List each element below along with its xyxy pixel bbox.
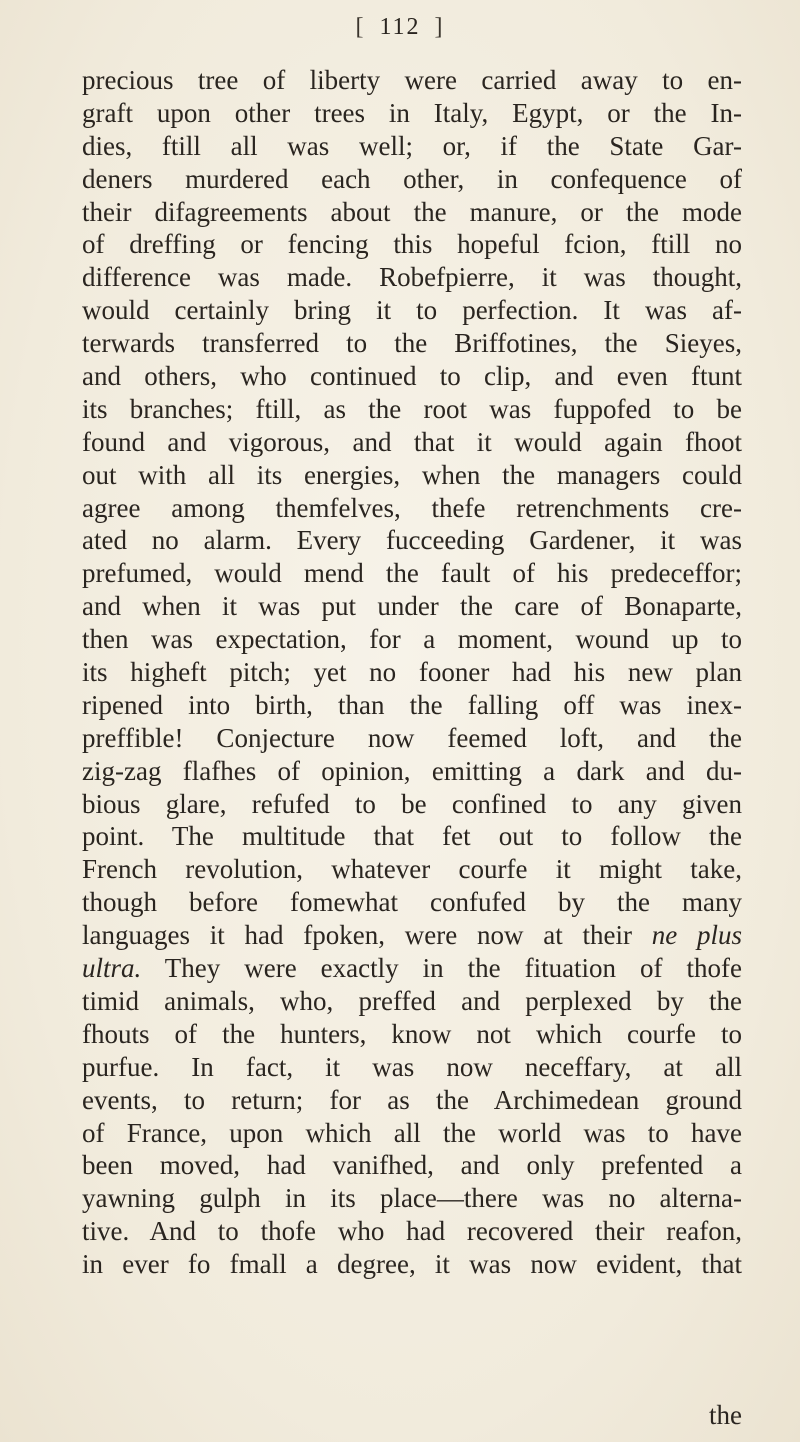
text-line: and when it was put under the care of Bonaparte,	[82, 591, 742, 622]
text-line: tive. And to thofe who had recovered their reafon,	[82, 1216, 742, 1247]
text-line: deners murdered each other, in confequence of	[82, 163, 742, 194]
text-line-start: languages it had fpoken, were now at their	[82, 920, 632, 951]
header-close-bracket: ]	[434, 14, 445, 40]
text-line: found and vigorous, and that it would again fhoot	[82, 426, 742, 457]
italic-phrase: ne plus	[651, 920, 743, 951]
text-line: agree among themfelves, thefe retrenchments cre-	[82, 492, 742, 523]
text-line: terwards transferred to the Briffotines, the Sieyes,	[82, 328, 742, 359]
page-number: 112	[379, 14, 421, 40]
text-line: ripened into birth, than the falling off was inex-	[82, 689, 742, 720]
text-line: its branches; ftill, as the root was fuppofed to be	[82, 393, 742, 424]
text-line: dies, ftill all was well; or, if the State Gar-	[82, 130, 742, 161]
text-line: ated no alarm. Every fucceeding Gardener, it was	[82, 525, 742, 556]
text-line: of France, upon which all the world was to have	[82, 1117, 742, 1148]
text-line: fhouts of the hunters, know not which courfe to	[82, 1018, 742, 1049]
text-line: zig-zag flafhes of opinion, emitting a dark and du-	[82, 755, 742, 786]
text-line: of dreffing or fencing this hopeful fcion, ftill no	[82, 229, 742, 260]
text-line: would certainly bring it to perfection. It was af-	[82, 295, 742, 326]
text-line-rest: They were exactly in the fituation of thofe	[141, 953, 742, 984]
text-line: timid animals, who, preffed and perplexed by the	[82, 985, 742, 1016]
text-line: French revolution, whatever courfe it might take,	[82, 854, 742, 885]
text-line: been moved, had vanifhed, and only prefented a	[82, 1150, 742, 1181]
text-line: precious tree of liberty were carried away to en-	[82, 65, 742, 95]
text-line: its higheft pitch; yet no fooner had his new plan	[82, 657, 742, 688]
body-text	[82, 64, 742, 1281]
text-line: point. The multitude that fet out to follow the	[82, 821, 742, 852]
text-line: difference was made. Robefpierre, it was thought,	[82, 262, 742, 293]
text-line: preffible! Conjecture now feemed loft, and the	[82, 722, 742, 753]
text-line: yawning gulph in its place—there was no alterna-	[82, 1183, 742, 1214]
catchword: the	[709, 1400, 742, 1430]
header-open-bracket: [	[355, 14, 366, 40]
text-line: out with all its energies, when the managers could	[82, 459, 742, 490]
italic-word-ultra: ultra.	[82, 953, 142, 984]
text-line: bious glare, refufed to be confined to any given	[82, 788, 742, 819]
text-line	[82, 952, 742, 985]
text-line: purfue. In fact, it was now neceffary, at all	[82, 1051, 742, 1082]
text-line: in ever fo fmall a degree, it was now evident, that	[82, 1249, 742, 1280]
text-line: though before fomewhat confufed by the many	[82, 887, 742, 918]
text-line: events, to return; for as the Archimedean ground	[82, 1084, 742, 1115]
text-line: graft upon other trees in Italy, Egypt, or the In-	[82, 97, 742, 128]
text-line: and others, who continued to clip, and even ftunt	[82, 361, 742, 392]
text-line: then was expectation, for a moment, wound up to	[82, 624, 742, 655]
text-line: their difagreements about the manure, or the mode	[82, 196, 742, 227]
page-header	[0, 14, 800, 41]
text-line: prefumed, would mend the fault of his predeceffor;	[82, 558, 742, 589]
text-line-with-italic	[82, 919, 742, 952]
